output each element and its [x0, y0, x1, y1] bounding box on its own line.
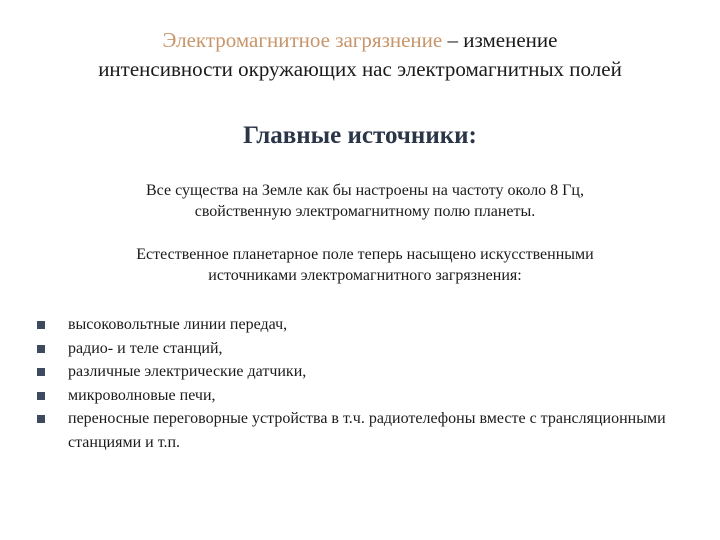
list-item-text: радио- и теле станций, — [68, 339, 223, 357]
sources-list — [0, 313, 720, 454]
square-bullet-icon — [37, 415, 45, 423]
list-item-text: переносные переговорные устройства в т.ч. радиотелефоны вместе с трансляционными станциями и т.п. — [68, 410, 666, 451]
paragraph-frequency — [60, 180, 670, 222]
list-item — [0, 337, 720, 361]
paragraph-frequency-line2: свойственную электромагнитному полю планеты. — [194, 203, 536, 220]
square-bullet-icon — [37, 345, 45, 353]
slide-title — [0, 26, 720, 84]
slide-subtitle: Главные источники: — [243, 122, 477, 149]
paragraph-frequency-line1: Все существа на Земле как бы настроены на частоту около 8 Гц, — [146, 182, 584, 199]
list-item-text: различные электрические датчики, — [68, 363, 307, 380]
list-item — [0, 360, 720, 384]
square-bullet-icon — [37, 321, 45, 329]
title-line2: интенсивности окружающих нас электромагнитных полей — [98, 57, 622, 81]
paragraph-pollution — [60, 244, 670, 286]
square-bullet-icon — [37, 368, 45, 376]
title-term: Электромагнитное загрязнение — [162, 28, 443, 52]
list-item — [0, 407, 720, 454]
list-item-text: высоковольтные линии передач, — [68, 316, 288, 333]
list-item — [0, 384, 720, 408]
title-rest: – изменение — [442, 28, 558, 52]
paragraph-pollution-line1: Естественное планетарное поле теперь насыщено искусственными — [136, 246, 594, 263]
list-item-text: микроволновые печи, — [68, 386, 216, 404]
list-item — [0, 313, 720, 337]
paragraph-pollution-line2: источниками электромагнитного загрязнения: — [208, 267, 522, 284]
square-bullet-icon — [37, 392, 45, 400]
